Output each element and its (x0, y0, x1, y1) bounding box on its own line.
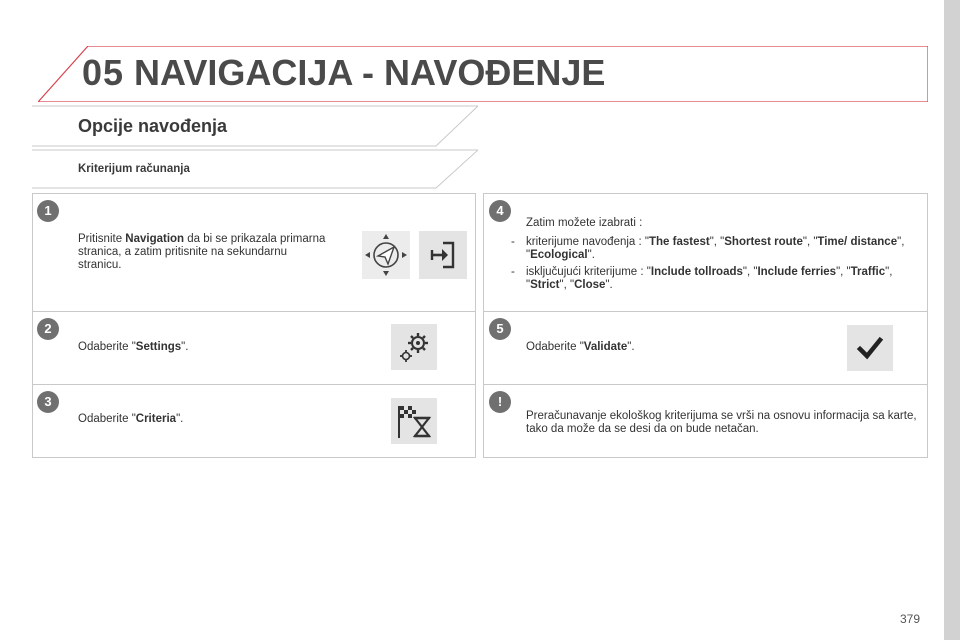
bullet-dash: - (511, 266, 515, 278)
page-edge-strip (944, 0, 960, 640)
subsection-title: Kriterijum računanja (78, 163, 190, 175)
chapter-title: NAVIGACIJA - NAVOĐENJE (134, 52, 606, 93)
step-2-text: Odaberite "Settings". (78, 341, 189, 353)
divider (32, 311, 476, 312)
validate-check-icon (847, 325, 893, 371)
step-5-badge: 5 (489, 318, 511, 340)
step-1-badge: 1 (37, 200, 59, 222)
step-4-route-criteria: kriterijume navođenja : "The fastest", "Shortest route", "Time/ distance", "Ecological". (526, 236, 905, 261)
navigation-compass-icon (362, 231, 410, 279)
chapter-number: 05 (82, 52, 125, 93)
step-2-badge: 2 (37, 318, 59, 340)
page-number: 379 (900, 612, 921, 626)
warning-badge: ! (489, 391, 511, 413)
criteria-flag-hourglass-icon (391, 398, 437, 444)
settings-gears-icon (391, 324, 437, 370)
step-4-intro: Zatim možete izabrati : (526, 217, 643, 229)
step-3-text: Odaberite "Criteria". (78, 413, 184, 425)
step-1-text: Pritisnite Navigation da bi se prikazala primarna stranica, a zatim pritisnite na sekundarnu stranicu. (78, 233, 326, 271)
note-text: Preračunavanje ekološkog kriterijuma se vrši na osnovu informacija sa karte, tako da može da se desi da on bude netačan. (526, 410, 917, 435)
divider (483, 311, 928, 312)
divider (32, 384, 476, 385)
step-5-text: Odaberite "Validate". (526, 341, 635, 353)
step-4-exclusion-criteria: isključujući kriterijume : "Include tollroads", "Include ferries", "Traffic", "Strict", "Close". (526, 266, 893, 291)
step-4-badge: 4 (489, 200, 511, 222)
divider (483, 384, 928, 385)
bullet-dash: - (511, 236, 515, 248)
secondary-page-icon (419, 231, 467, 279)
step-3-badge: 3 (37, 391, 59, 413)
section-title: Opcije navođenja (78, 116, 228, 136)
